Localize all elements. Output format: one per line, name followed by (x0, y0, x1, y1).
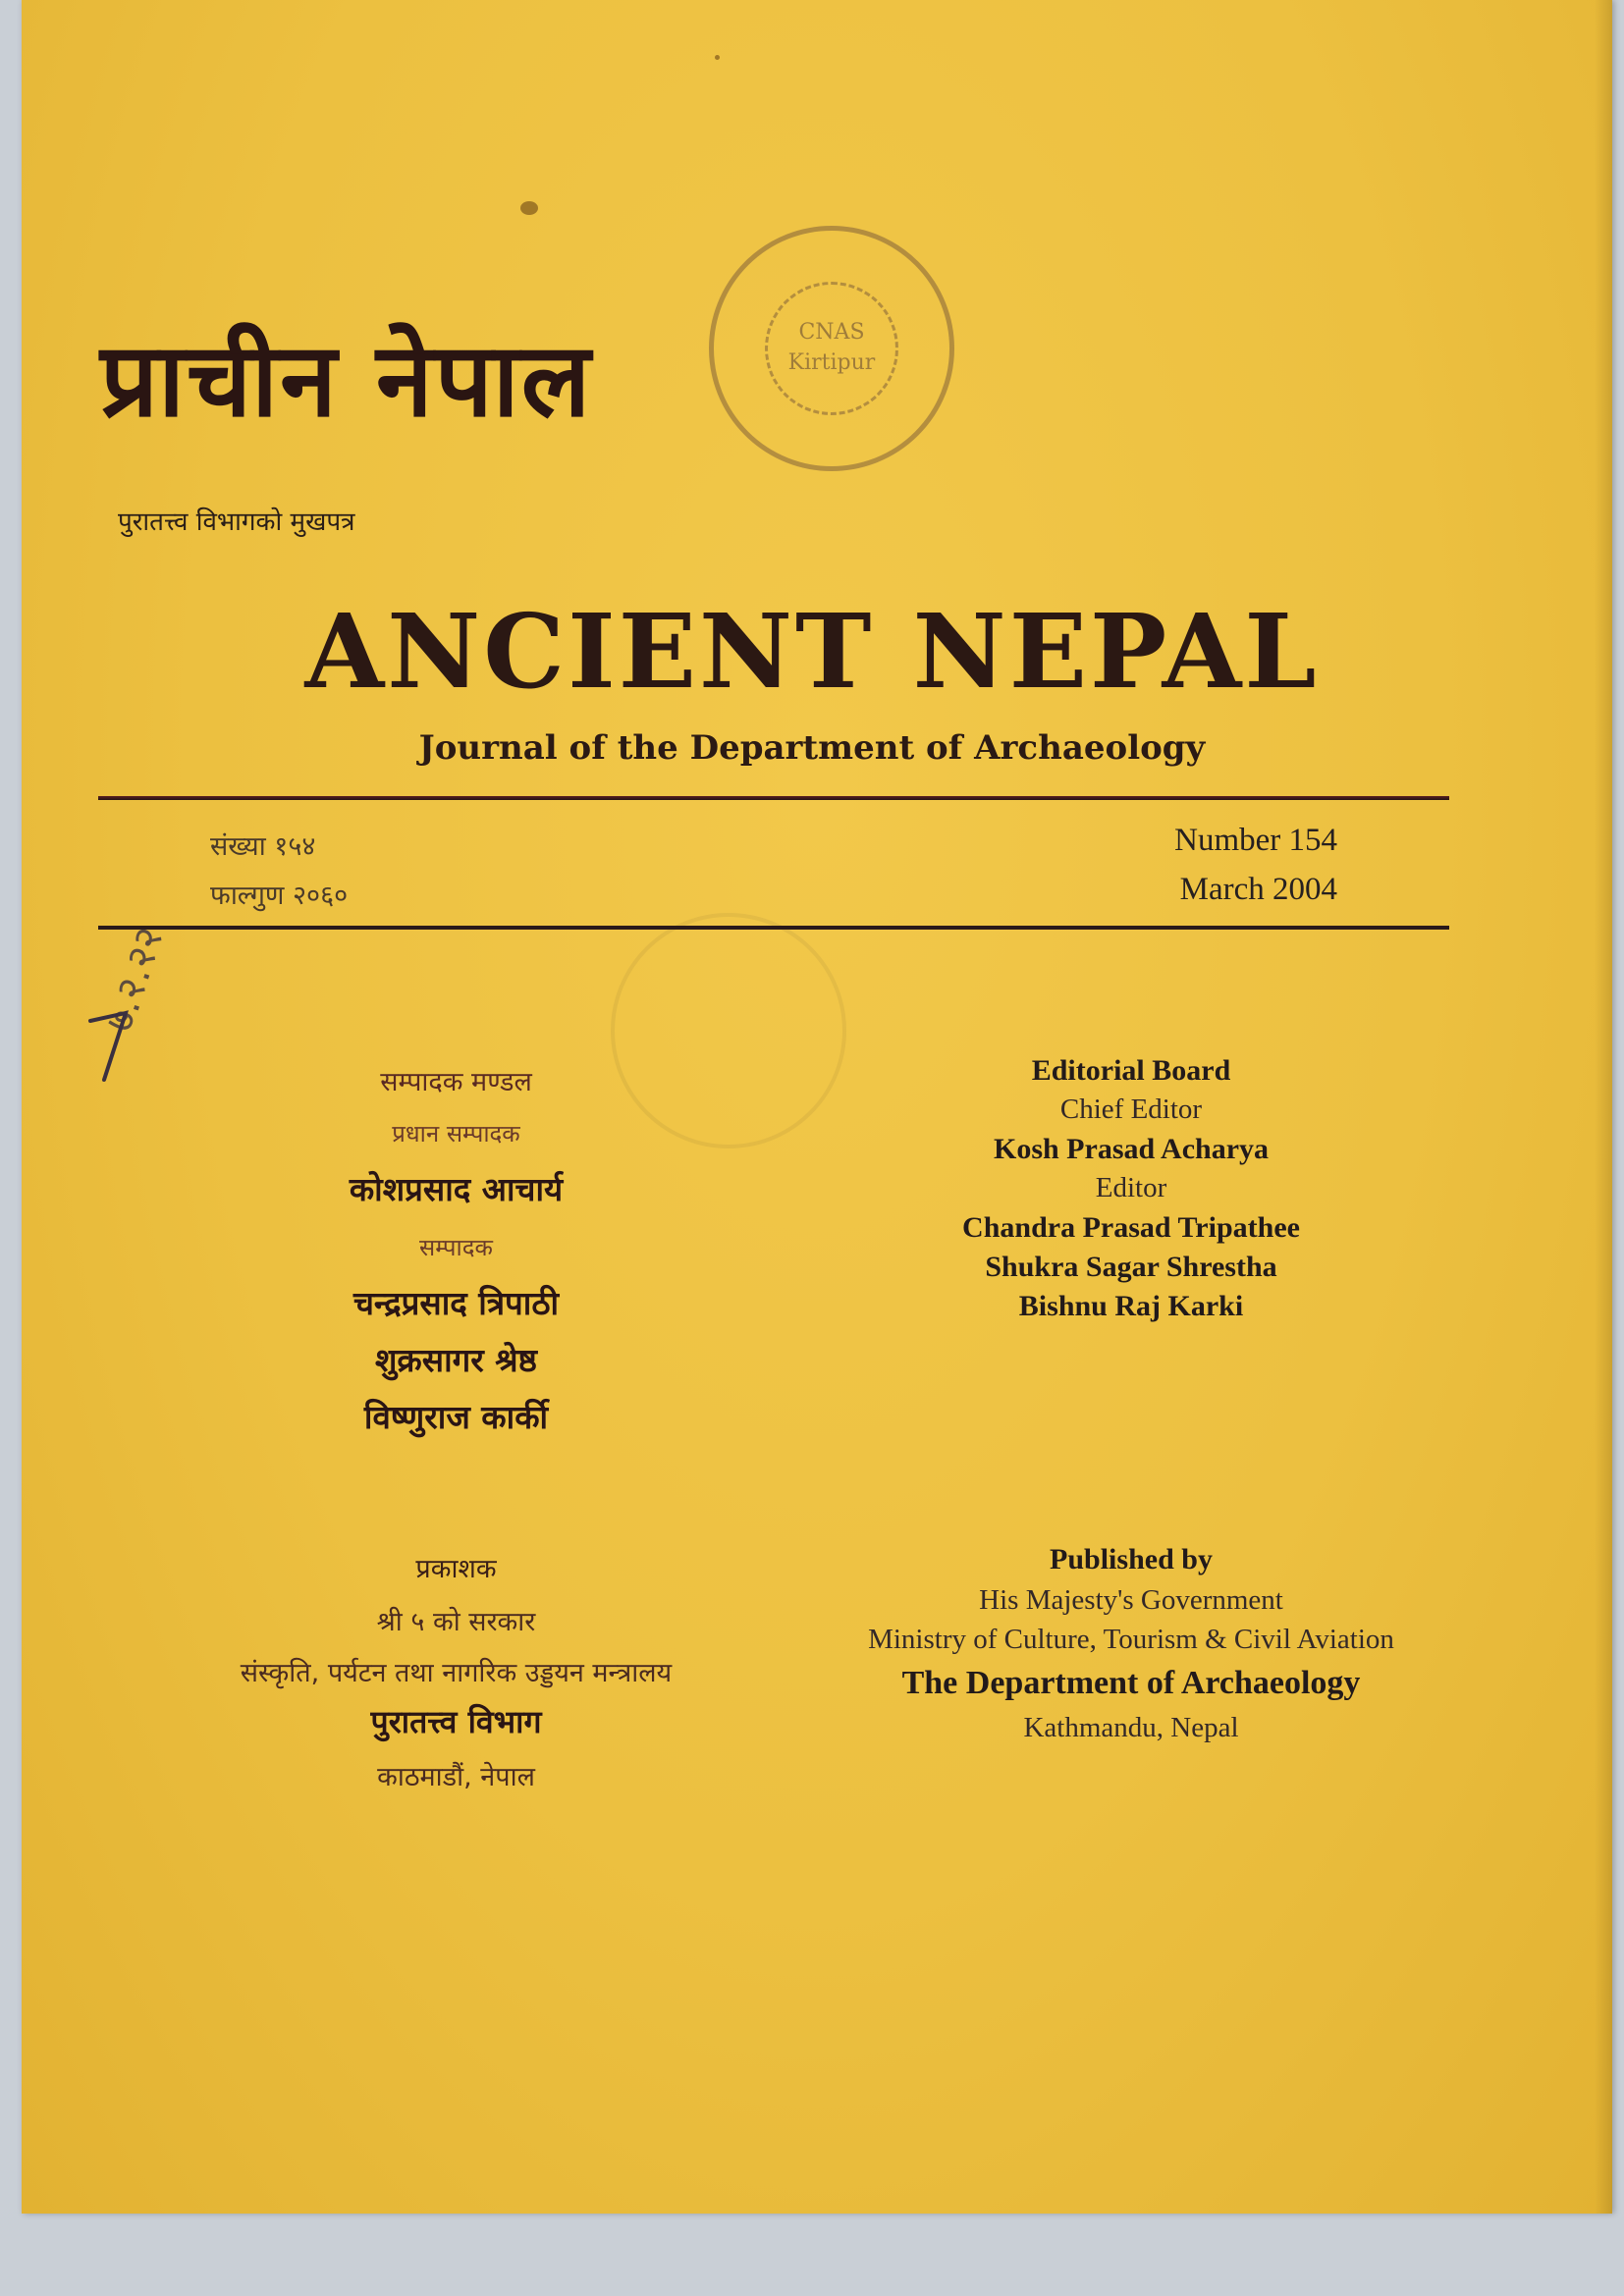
editor-name-np: चन्द्रप्रसाद त्रिपाठी (352, 1284, 560, 1322)
publisher-heading-np: प्रकाशक (415, 1554, 497, 1584)
blemish (715, 55, 720, 60)
stamp-line-2: Kirtipur (787, 350, 876, 375)
publisher-location-np: काठमाडौं, नेपाल (377, 1762, 535, 1792)
issue-number-np: संख्या १५४ (210, 831, 316, 862)
blemish (520, 201, 538, 215)
chief-editor-name-en: Kosh Prasad Acharya (993, 1133, 1270, 1165)
handwritten-note: ७.२.२२ (96, 921, 173, 1038)
editor-role-np: सम्पादक (419, 1234, 493, 1261)
bottom-divider (98, 926, 1449, 930)
publisher-department-np: पुरातत्त्व विभाग (370, 1703, 542, 1740)
publisher-line-en: His Majesty's Government (979, 1584, 1283, 1616)
editor-name-np: विष्णुराज कार्की (363, 1398, 549, 1436)
journal-subtitle: Journal of the Department of Archaeology (418, 728, 1206, 768)
publisher-line-np: संस्कृति, पर्यटन तथा नागरिक उड्डयन मन्त्रालय (240, 1658, 673, 1688)
publisher-location-en: Kathmandu, Nepal (1023, 1712, 1239, 1743)
issue-date-en: March 2004 (1179, 872, 1337, 907)
editorial-heading-en: Editorial Board (1031, 1054, 1231, 1087)
nepali-subtitle: पुरातत्त्व विभागको मुखपत्र (118, 507, 355, 537)
chief-editor-role-en: Chief Editor (1059, 1094, 1203, 1125)
library-stamp-center (765, 282, 898, 415)
nepali-title: प्राचीन नेपाल (100, 320, 593, 440)
editor-name-en: Bishnu Raj Karki (1018, 1290, 1244, 1322)
library-stamp (709, 226, 954, 471)
editor-name-en: Shukra Sagar Shrestha (985, 1251, 1277, 1283)
chief-editor-role-np: प्रधान सम्पादक (392, 1120, 520, 1148)
publisher-line-np: श्री ५ को सरकार (376, 1607, 536, 1637)
issue-date-np: फाल्गुण २०६० (210, 881, 349, 911)
top-divider (98, 796, 1449, 800)
editor-role-en: Editor (1095, 1172, 1167, 1203)
publisher-heading-en: Published by (1050, 1543, 1213, 1575)
editor-name-np: शुक्रसागर श्रेष्ठ (374, 1341, 537, 1379)
issue-number-en: Number 154 (1174, 823, 1337, 858)
journal-title: ANCIENT NEPAL (304, 591, 1320, 712)
publisher-line-en: Ministry of Culture, Tourism & Civil Aviation (868, 1624, 1394, 1655)
journal-cover (22, 0, 1612, 2214)
chief-editor-name-np: कोशप्रसाद आचार्य (349, 1170, 564, 1208)
stamp-line-1: CNAS (798, 320, 865, 346)
editor-name-en: Chandra Prasad Tripathee (962, 1211, 1300, 1244)
editorial-heading-np: सम्पादक मण्डल (380, 1067, 532, 1097)
publisher-department-en: The Department of Archaeology (901, 1665, 1361, 1701)
